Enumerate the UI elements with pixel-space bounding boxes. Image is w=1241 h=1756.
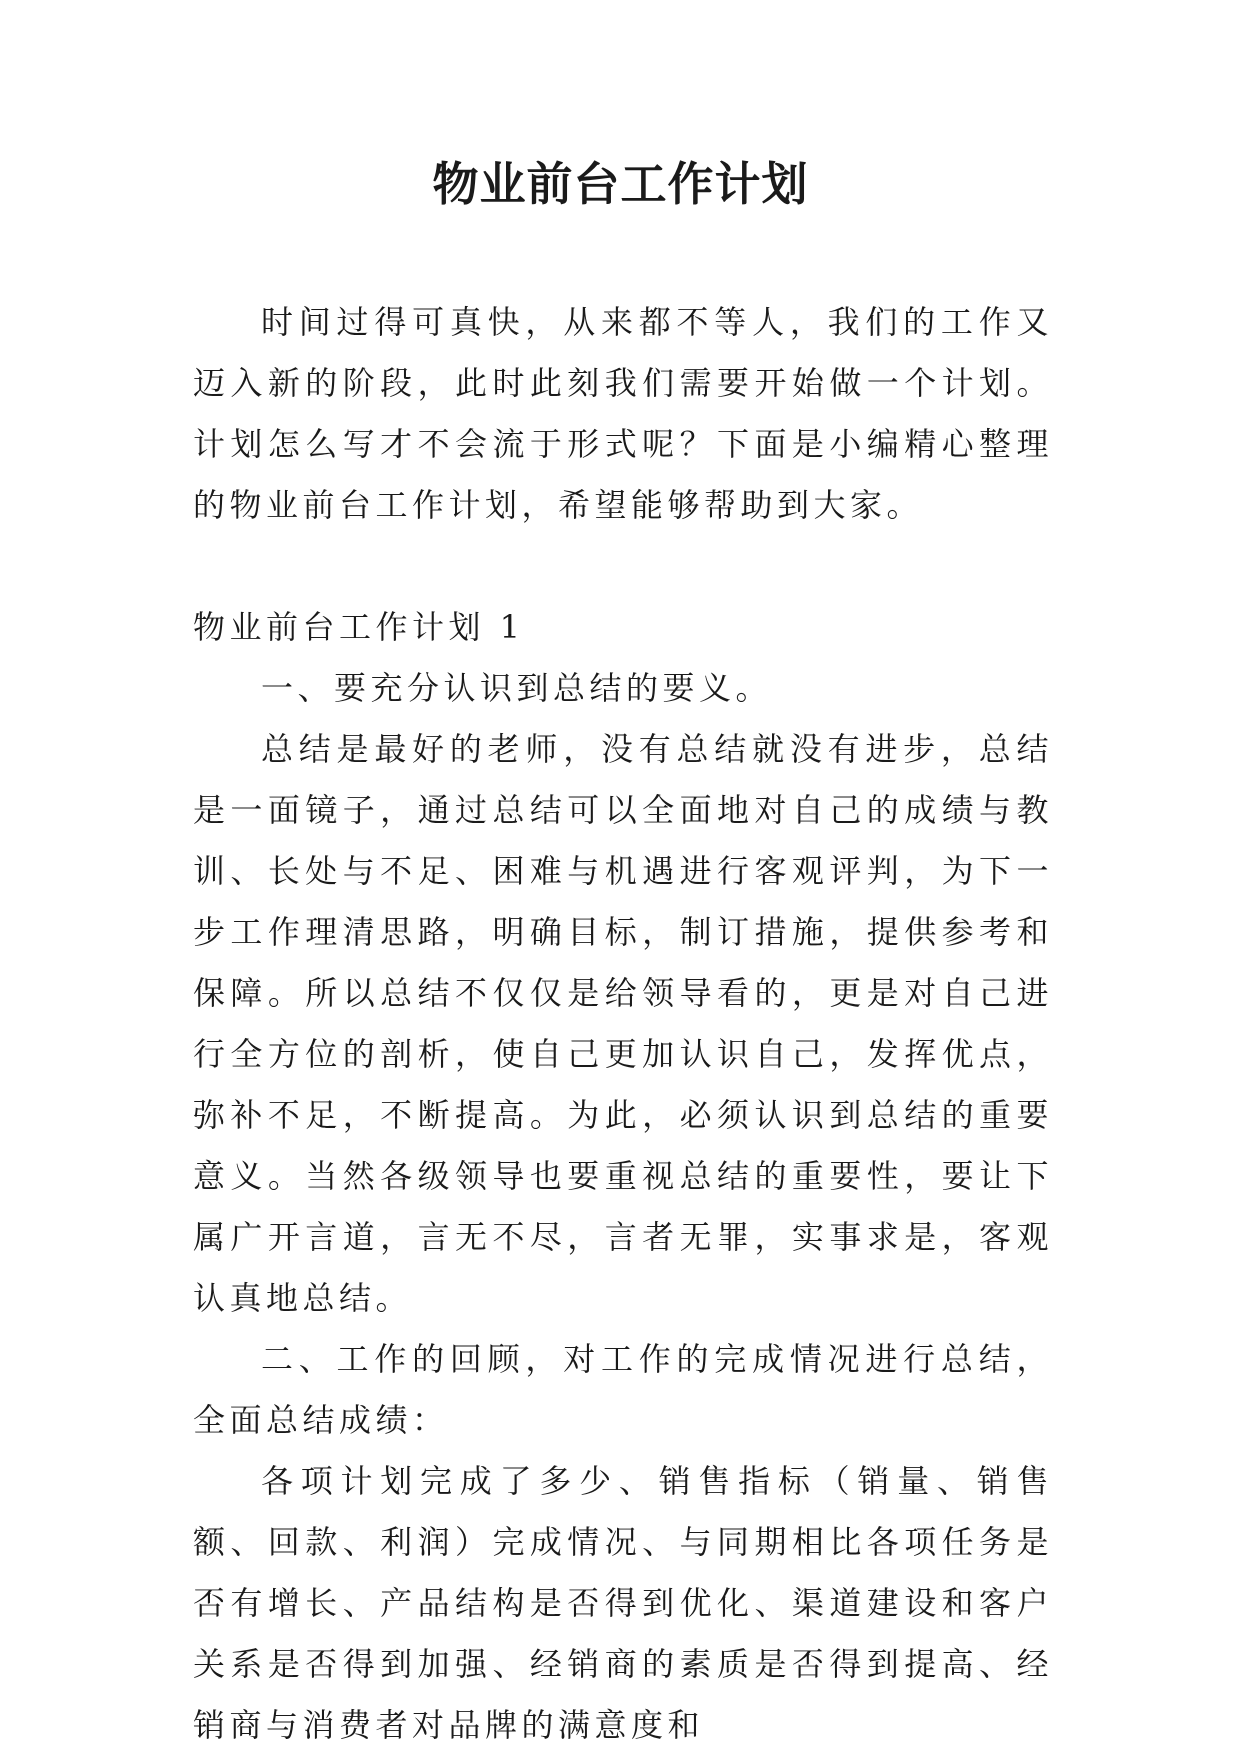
intro-paragraph: 时间过得可真快，从来都不等人，我们的工作又迈入新的阶段，此时此刻我们需要开始做一个计划。计划怎么写才不会流于形式呢？下面是小编精心整理的物业前台工作计划，希望能够帮助到大家。 [193,303,1053,524]
document-title: 物业前台工作计划 [432,157,809,211]
paragraph-spacer [193,536,1053,597]
point-heading-1: 一、要充分认识到总结的要义。 [261,669,773,707]
body-paragraph-2: 各项计划完成了多少、销售指标（销量、销售额、回款、利润）完成情况、与同期相比各项任务是否有增长、产品结构是否得到优化、渠道建设和客户关系是否得到加强、经销商的素质是否得到提高、经销商与消费者对品牌的满意度和 [193,1462,1053,1744]
body-paragraph-1: 总结是最好的老师，没有总结就没有进步，总结是一面镜子，通过总结可以全面地对自己的成绩与教训、长处与不足、困难与机遇进行客观评判，为下一步工作理清思路，明确目标，制订措施，提供参考和保障。所以总结不仅仅是给领导看的，更是对自己进行全方位的剖析，使自己更加认识自己，发挥优点，弥补不足，不断提高。为此，必须认识到总结的重要意义。当然各级领导也要重视总结的重要性，要让下属广开言道，言无不尽，言者无罪，实事求是，客观认真地总结。 [193,730,1053,1317]
document-body [193,292,1053,1756]
section-heading: 物业前台工作计划 1 [193,608,525,646]
point-heading-2: 二、工作的回顾，对工作的完成情况进行总结，全面总结成绩： [193,1340,1053,1439]
